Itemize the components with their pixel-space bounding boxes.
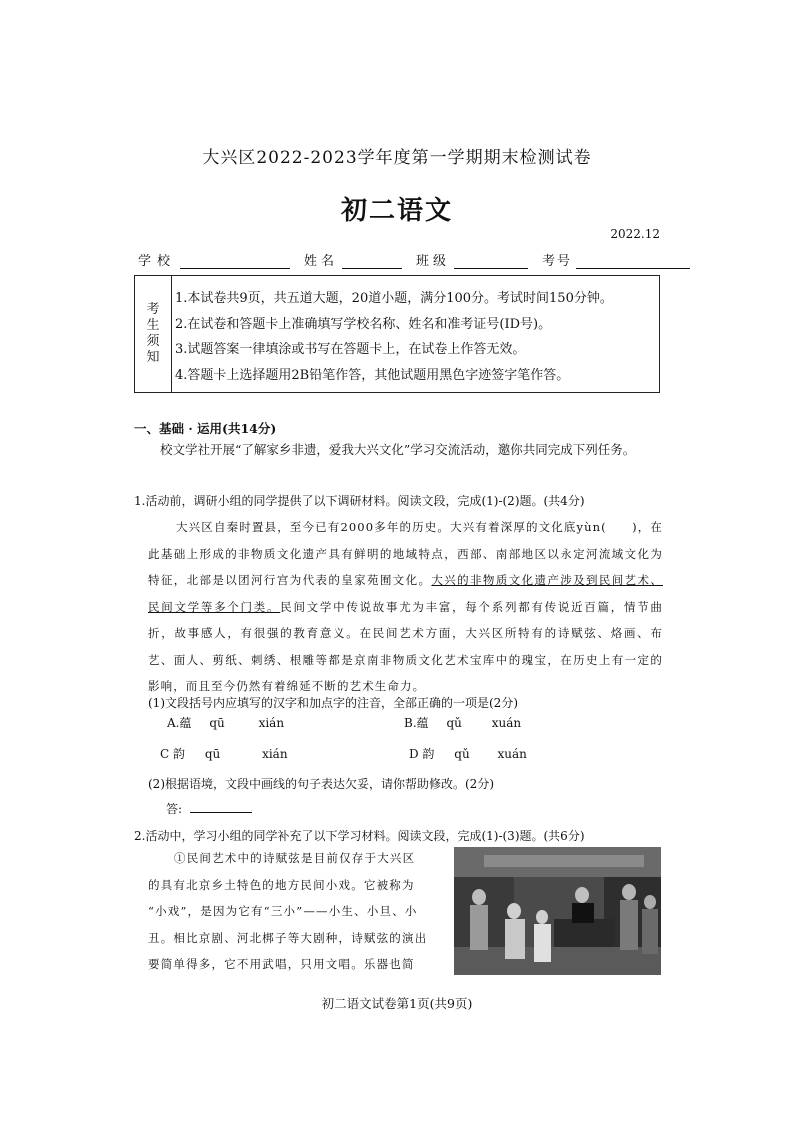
school-label: 学校 [138,254,177,269]
underlined-sentence: 大兴的非物质文化遗产涉及到民间艺术、民间文学等多个门类。 [148,573,663,614]
answer-line: 答: [166,800,252,817]
question-1-sub2: (2)根据语境，文段中画线的句子表达欠妥，请你帮助修改。(2分) [148,777,494,791]
notice-item: 2.在试卷和答题卡上准确填写学校名称、姓名和准考证号(ID号)。 [175,316,552,332]
student-info-row [138,250,690,269]
option-d[interactable]: D 韵 qǔ xuán [409,747,527,761]
subject-title: 初二语文 [340,196,453,226]
option-b[interactable]: B.蕴 qǔ xuán [404,716,522,730]
name-label: 姓名 [304,254,339,269]
exam-date: 2022.12 [610,227,660,241]
notice-item: 1.本试卷共9页，共五道大题，20道小题，满分100分。考试时间150分钟。 [175,291,613,306]
class-blank[interactable] [454,254,528,269]
school-blank[interactable] [180,254,290,269]
notice-items [175,286,613,388]
name-blank[interactable] [342,254,402,269]
section-heading: 一、基础 · 运用(共14分) [134,421,277,436]
question-1-sub1: (1)文段括号内应填写的汉字和加点字的注音，全部正确的一项是(2分) [148,696,518,710]
opera-photo-illustration [454,847,661,975]
question-1-passage: 大兴区自秦时置县，至今已有2000多年的历史。大兴有着深厚的文化底yùn( )，在此基础上形成的非物质文化遗产具有鲜明的地域特点，西部、南部地区以永定河流域文化为特征，北部是以团河行宫为代表的皇家苑囿文化。大兴的非物质文化遗产涉及到民间艺术、民间文学等多个门类。民间文学中传说故事尤为丰富，每个系列都有传说近百篇，情节曲折，故事感人，有很强的教育意义。在民间艺术方面，大兴区所特有的诗赋弦、烙画、布艺、面人、剪纸、刺绣、根雕等都是京南非物质文化艺术宝库中的瑰宝，在历史上有一定的影响，而且至今仍然有着绵延不断的艺术生命力。 [148,520,663,693]
notice-item: 4.答题卡上选择题用2B铅笔作答，其他试题用黑色字迹签字笔作答。 [175,367,570,383]
opera-performance-photo [454,847,661,975]
notice-label: 考 生 须 知 [135,276,172,392]
question-1-stem: 1.活动前，调研小组的同学提供了以下调研材料。阅读文段，完成(1)-(2)题。(共4分) [134,494,585,508]
section-intro: 校文学社开展“了解家乡非遗，爱我大兴文化”学习交流活动，邀你共同完成下列任务。 [160,442,636,457]
page-footer: 初二语文试卷第1页(共9页) [321,996,473,1011]
exam-title: 大兴区2022-2023学年度第一学期期末检测试卷 [202,148,592,168]
exam-notice-box [134,275,660,393]
notice-item: 3.试题答案一律填涂或书写在答题卡上，在试卷上作答无效。 [175,342,526,357]
option-c[interactable]: C 韵 qū xián [160,747,288,761]
question-2-stem: 2.活动中，学习小组的同学补充了以下学习材料。阅读文段，完成(1)-(3)题。(共6分) [134,829,585,843]
exam-id-blank[interactable] [576,254,690,269]
question-2-passage: ①民间艺术中的诗赋弦是目前仅存于大兴区 的具有北京乡土特色的地方民间小戏。它被称为 “小戏”，是因为它有“三小”——小生、小旦、小 丑。相比京剧、河北梆子等大剧种，诗赋弦的演出 要简单得多，它不用武唱，只用文唱。乐器也简 [148,851,428,971]
answer-blank[interactable] [190,800,252,813]
class-label: 班级 [416,254,451,269]
exam-id-label: 考号 [542,254,573,269]
option-a[interactable]: A.蕴 qū xián [167,716,285,730]
